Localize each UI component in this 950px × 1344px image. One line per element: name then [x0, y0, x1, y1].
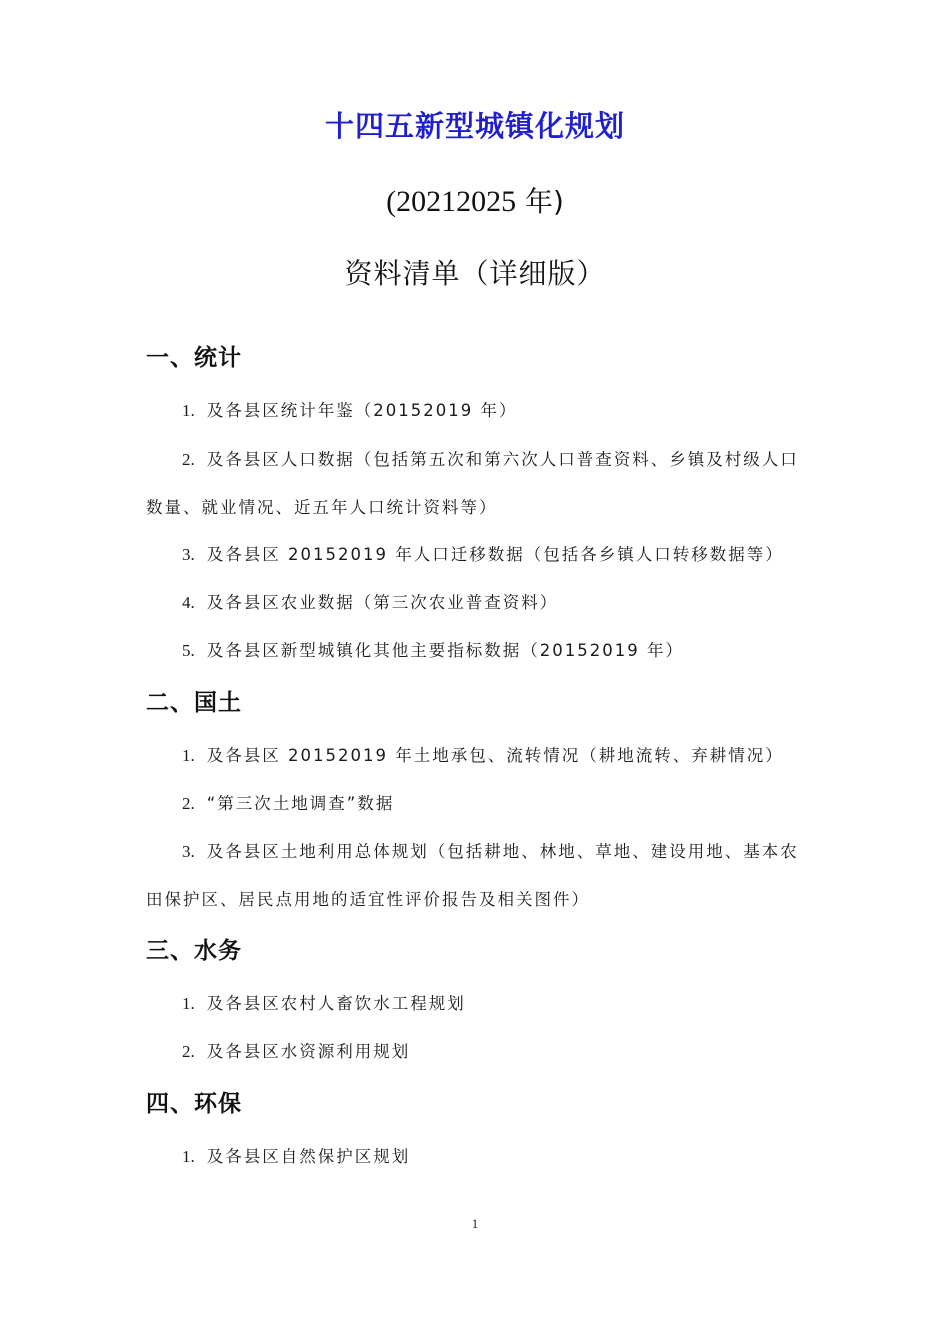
list-item: 1. 及各县区 20152019 年土地承包、流转情况（耕地流转、弃耕情况） [182, 746, 784, 765]
list-item: 2. 及各县区水资源利用规划 [182, 1042, 411, 1061]
section-heading-environment: 四、环保 [146, 1091, 242, 1117]
years-prefix: (20212025 [386, 185, 517, 218]
section-heading-land: 二、国土 [146, 690, 242, 716]
list-item: 1. 及各县区统计年鉴（20152019 年） [182, 401, 518, 420]
document-subtitle: 资料清单（详细版） [344, 257, 606, 290]
page-number: 1 [471, 1216, 479, 1231]
list-item: 3. 及各县区土地利用总体规划（包括耕地、林地、草地、建设用地、基本农田保护区、居民点用地的适宜性评价报告及相关图件） [146, 842, 799, 909]
document-years [0, 182, 950, 222]
list-item: 3. 及各县区 20152019 年人口迁移数据（包括各乡镇人口转移数据等） [182, 545, 784, 564]
list-item: 2. 及各县区人口数据（包括第五次和第六次人口普查资料、乡镇及村级人口数量、就业情况、近五年人口统计资料等） [146, 450, 799, 517]
list-item: 2. “第三次土地调查”数据 [182, 794, 395, 813]
years-suffix: 年) [516, 185, 564, 218]
list-item: 1. 及各县区自然保护区规划 [182, 1147, 411, 1166]
section-heading-water: 三、水务 [146, 938, 242, 964]
document-title: 十四五新型城镇化规划 [324, 109, 625, 143]
list-item: 5. 及各县区新型城镇化其他主要指标数据（20152019 年） [182, 641, 684, 660]
list-item: 4. 及各县区农业数据（第三次农业普查资料） [182, 593, 559, 612]
section-heading-statistics: 一、统计 [146, 345, 242, 371]
list-item: 1. 及各县区农村人畜饮水工程规划 [182, 994, 466, 1013]
